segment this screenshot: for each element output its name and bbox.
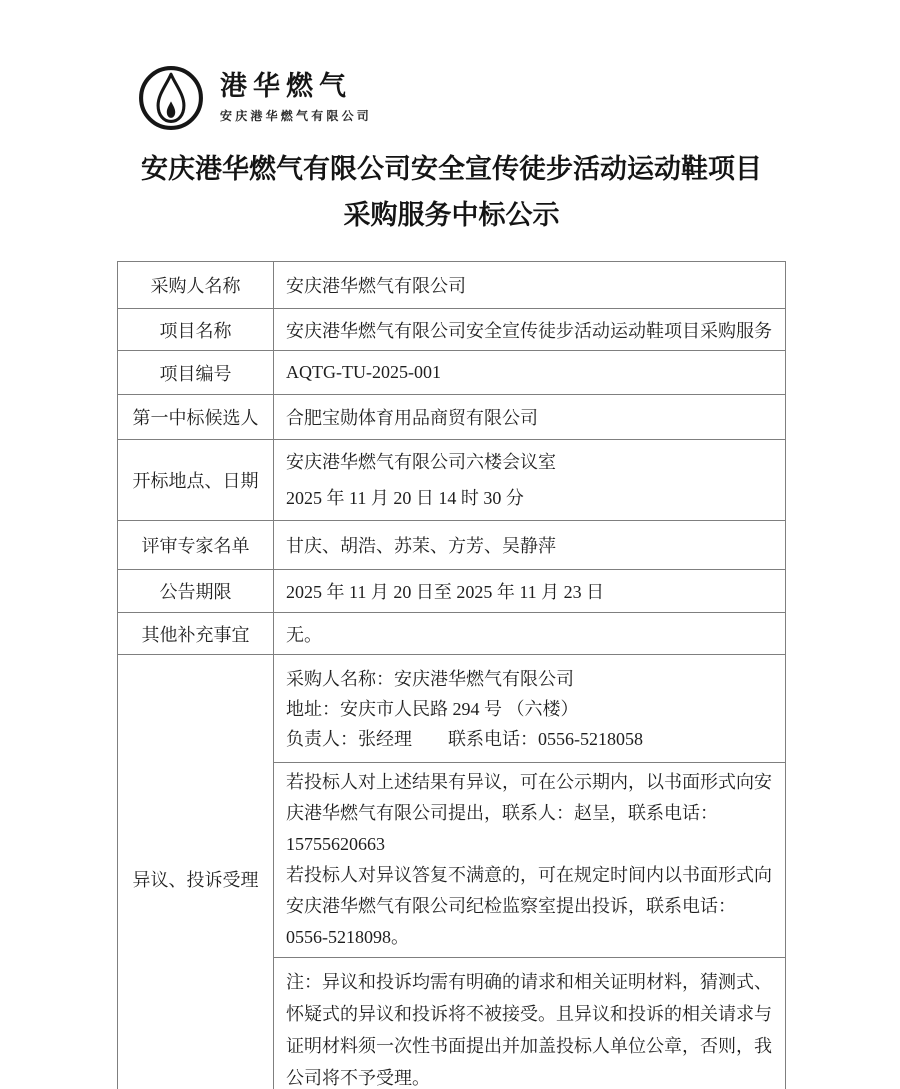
bid-opening-venue: 安庆港华燃气有限公司六楼会议室: [286, 452, 556, 472]
document-title-line-1: 安庆港华燃气有限公司安全宣传徒步活动运动鞋项目: [141, 154, 762, 184]
flame-in-circle-icon: [137, 64, 205, 132]
row-label-publicity-period: 公告期限: [118, 570, 274, 613]
table-row-purchaser: [118, 262, 786, 309]
row-value-project-number: AQTG-TU-2025-001: [274, 351, 786, 395]
table-row-objection-contact: [118, 655, 786, 763]
document-title: [117, 146, 786, 238]
objection-procedure-paragraph-1: 若投标人对上述结果有异议，可在公示期内，以书面形式向安庆港华燃气有限公司提出，联系人：赵呈，联系电话：15755620663: [286, 772, 772, 854]
objection-contact-cell: [274, 655, 786, 763]
table-row-project-name: [118, 309, 786, 351]
objection-note-cell: 注：异议和投诉均需有明确的请求和相关证明材料，猜测式、怀疑式的异议和投诉将不被接受。且异议和投诉的相关请求与证明材料须一次性书面提出并加盖投标人单位公章，否则，我公司将不予受理。: [274, 958, 786, 1089]
objection-address-line: 地址：安庆市人民路 294 号 （六楼）: [286, 698, 579, 719]
objection-procedure-paragraph-2: 若投标人对异议答复不满意的，可在规定时间内以书面形式向安庆港华燃气有限公司纪检监察室提出投诉，联系电话：0556-5218098。: [286, 865, 772, 947]
row-label-first-candidate: 第一中标候选人: [118, 395, 274, 440]
row-label-purchaser: 采购人名称: [118, 262, 274, 309]
row-value-first-candidate: 合肥宝勋体育用品商贸有限公司: [274, 395, 786, 440]
logo-subtitle-text: 安庆港华燃气有限公司: [220, 109, 373, 124]
bid-opening-datetime: 2025 年 11 月 20 日 14 时 30 分: [286, 488, 524, 508]
row-label-project-number: 项目编号: [118, 351, 274, 395]
objection-procedure-cell: [274, 763, 786, 958]
row-value-project-name: 安庆港华燃气有限公司安全宣传徒步活动运动鞋项目采购服务: [274, 309, 786, 351]
row-value-publicity-period: 2025 年 11 月 20 日至 2025 年 11 月 23 日: [274, 570, 786, 613]
table-row-publicity-period: [118, 570, 786, 613]
document-title-line-2: 采购服务中标公示: [343, 200, 560, 230]
row-label-objection: 异议、投诉受理: [118, 655, 274, 1089]
table-row-other-matters: [118, 613, 786, 655]
row-label-project-name: 项目名称: [118, 309, 274, 351]
table-row-experts: [118, 521, 786, 570]
table-row-first-candidate: [118, 395, 786, 440]
table-row-bid-opening: [118, 440, 786, 521]
row-label-other-matters: 其他补充事宜: [118, 613, 274, 655]
logo-text-block: [220, 72, 372, 125]
row-value-purchaser: 安庆港华燃气有限公司: [274, 262, 786, 309]
announcement-table: [117, 261, 786, 1089]
company-logo: [137, 0, 786, 132]
row-label-experts: 评审专家名单: [118, 521, 274, 570]
row-value-experts: 甘庆、胡浩、苏茉、方芳、吴静萍: [274, 521, 786, 570]
logo-brand-text: 港华燃气: [220, 70, 352, 101]
objection-manager-line: 负责人：张经理 联系电话：0556-5218058: [286, 728, 643, 749]
document-content: [117, 0, 786, 1089]
objection-purchaser-line: 采购人名称：安庆港华燃气有限公司: [286, 668, 574, 689]
table-row-project-number: [118, 351, 786, 395]
row-value-bid-opening: [274, 440, 786, 521]
row-value-other-matters: 无。: [274, 613, 786, 655]
row-label-bid-opening: 开标地点、日期: [118, 440, 274, 521]
